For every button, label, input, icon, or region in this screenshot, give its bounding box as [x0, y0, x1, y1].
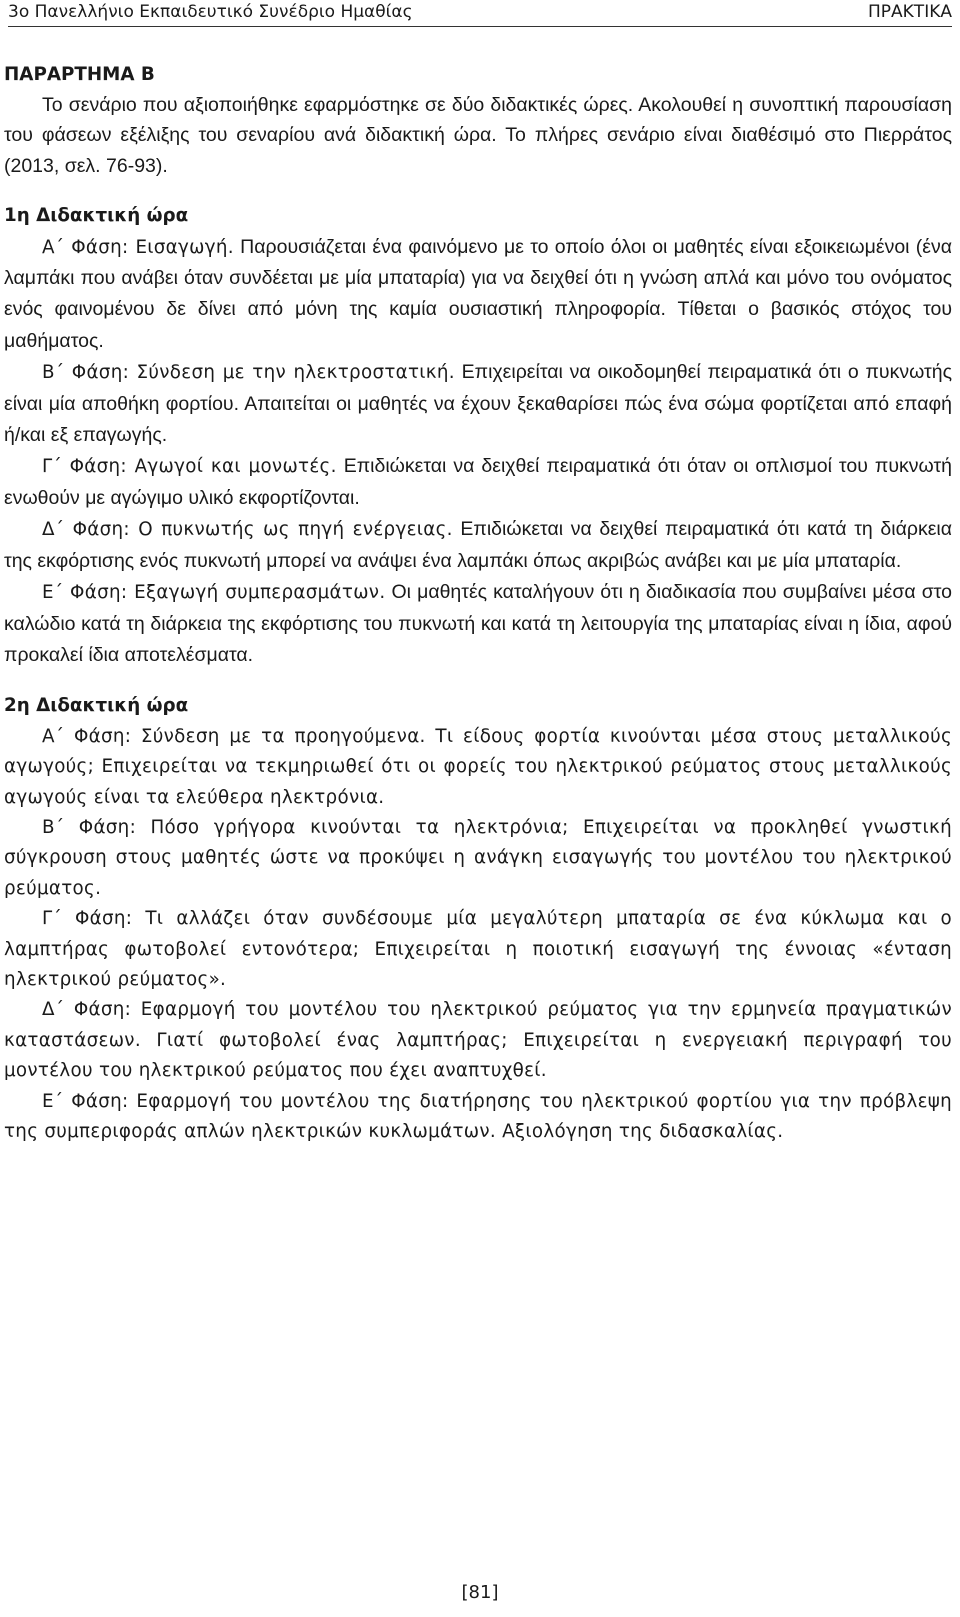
phase-label: Ε΄ Φάση: Εφαρμογή του μοντέλου της διατήρησης του ηλεκτρικού φορτίου για την πρόβλεψη της συμπεριφοράς απλών ηλεκτρικών κυκλωμάτων. Αξιολόγηση της διδασκαλίας. — [4, 1090, 952, 1142]
phase-paragraph — [4, 813, 952, 904]
phase-paragraph — [4, 514, 952, 577]
hour-2-phases — [4, 722, 952, 1148]
phase-text: Επιχειρείται να οικοδομηθεί πειραματικά ότι ο πυκνωτής είναι μία αποθήκη φορτίου. Απαιτείται οι μαθητές να έχουν ξεκαθαρίσει πώς ένα σώμα φορτίζεται από επαφή ή/και εξ επαγωγής. — [4, 361, 952, 447]
phase-label: Δ΄ Φάση: Εφαρμογή του μοντέλου του ηλεκτρικού ρεύματος για την ερμηνεία πραγματικών καταστάσεων. Γιατί φωτοβολεί ένας λαμπτήρας; Επιχειρείται η ενεργειακή περιγραφή του μοντέλου του ηλεκτρικού ρεύματος που έχει αναπτυχθεί. — [4, 999, 952, 1082]
hour-2-title: 2η Διδακτική ώρα — [4, 695, 189, 717]
phase-text: Οι μαθητές καταλήγουν ότι η διαδικασία που συμβαίνει μέσα στο καλώδιο κατά τη διάρκεια της εκφόρτισης του πυκνωτή και κατά τη λειτουργία της μπαταρίας είναι η ίδια, αφού προκαλεί ίδια αποτελέσματα. — [4, 581, 953, 666]
phase-label: Β΄ Φάση: Σύνδεση με την ηλεκτροστατική. — [42, 362, 455, 384]
phase-paragraph — [4, 722, 952, 813]
phase-label: Β΄ Φάση: Πόσο γρήγορα κινούνται τα ηλεκτρόνια; Επιχειρείται να προκληθεί γνωστική σύγκρουση στους μαθητές ώστε να προκύψει η ανάγκη εισαγωγής του μοντέλου του ηλεκτρικού ρεύματος. — [4, 816, 952, 899]
phase-text: Επιδιώκεται να δειχθεί πειραματικά ότι όταν οι οπλισμοί του πυκνωτή ενωθούν με αγώγιμο υλικό εκφορτίζονται. — [4, 455, 952, 509]
phase-paragraph — [4, 232, 952, 358]
appendix-title: ΠΑΡΑΡΤΗΜΑ Β — [4, 64, 155, 85]
phase-paragraph — [4, 451, 952, 514]
hour-1-title: 1η Διδακτική ώρα — [4, 205, 189, 227]
phase-label: Α΄ Φάση: Εισαγωγή. — [42, 236, 234, 258]
document-body — [4, 60, 952, 1147]
appendix-intro: Το σενάριο που αξιοποιήθηκε εφαρμόστηκε σε δύο διδακτικές ώρες. Ακολουθεί η συνοπτική παρουσίαση του φάσεων εξέλιξης του σεναρίου ανά διδακτική ώρα. Το πλήρες σενάριο είναι διαθέσιμό στο Πιερράτος (2013, σελ. 76-93). — [4, 94, 952, 177]
conference-title: 3ο Πανελλήνιο Εκπαιδευτικό Συνέδριο Ημαθίας — [8, 2, 413, 22]
phase-paragraph — [4, 904, 952, 995]
phase-text: Επιδιώκεται να δειχθεί πειραματικά ότι κατά τη διάρκεια της εκφόρτισης ενός πυκνωτή μπορεί να ανάψει ένα λαμπάκι όπως ακριβώς ανάβει και με μία μπαταρία. — [4, 518, 952, 572]
page-number-text: [81] — [461, 1582, 499, 1603]
phase-label: Γ΄ Φάση: Τι αλλάζει όταν συνδέσουμε μία μεγαλύτερη μπαταρία σε ένα κύκλωμα και ο λαμπτήρας φωτοβολεί εντονότερα; Επιχειρείται η ποιοτική εισαγωγή της έννοιας «ένταση ηλεκτρικού ρεύματος». — [4, 908, 952, 990]
phase-label: Δ΄ Φάση: Ο πυκνωτής ως πηγή ενέργειας. — [42, 519, 453, 541]
phase-paragraph — [4, 577, 952, 671]
phase-label: Ε΄ Φάση: Εξαγωγή συμπερασμάτων. — [42, 582, 386, 604]
section-label: ΠΡΑΚΤΙΚΑ — [868, 2, 952, 22]
page-number — [0, 1582, 960, 1603]
phase-label: Α΄ Φάση: Σύνδεση με τα προηγούμενα. Τι είδους φορτία κινούνται μέσα στους μεταλλικούς αγωγούς; Επιχειρείται να τεκμηριωθεί ότι οι φορείς του ηλεκτρικού ρεύματος στους μεταλλικούς αγωγούς είναι τα ελεύθερα ηλεκτρόνια. — [4, 725, 952, 808]
phase-paragraph — [4, 995, 952, 1086]
phase-label: Γ΄ Φάση: Αγωγοί και μονωτές. — [42, 456, 337, 478]
phase-paragraph — [4, 357, 952, 451]
hour-1-phases — [4, 232, 952, 672]
phase-text: Παρουσιάζεται ένα φαινόμενο με το οποίο όλοι οι μαθητές είναι εξοικειωμένοι (ένα λαμπάκι που ανάβει όταν συνδέεται με μία μπαταρία) για να δειχθεί ότι η γνώση απλά και μόνο του ονόματος ενός φαινομένου δε δίνει από μόνη της καμία ουσιαστική πληροφορία. Τίθεται ο βασικός στόχος του μαθήματος. — [4, 235, 952, 352]
page-header — [8, 0, 952, 27]
phase-paragraph — [4, 1087, 952, 1148]
